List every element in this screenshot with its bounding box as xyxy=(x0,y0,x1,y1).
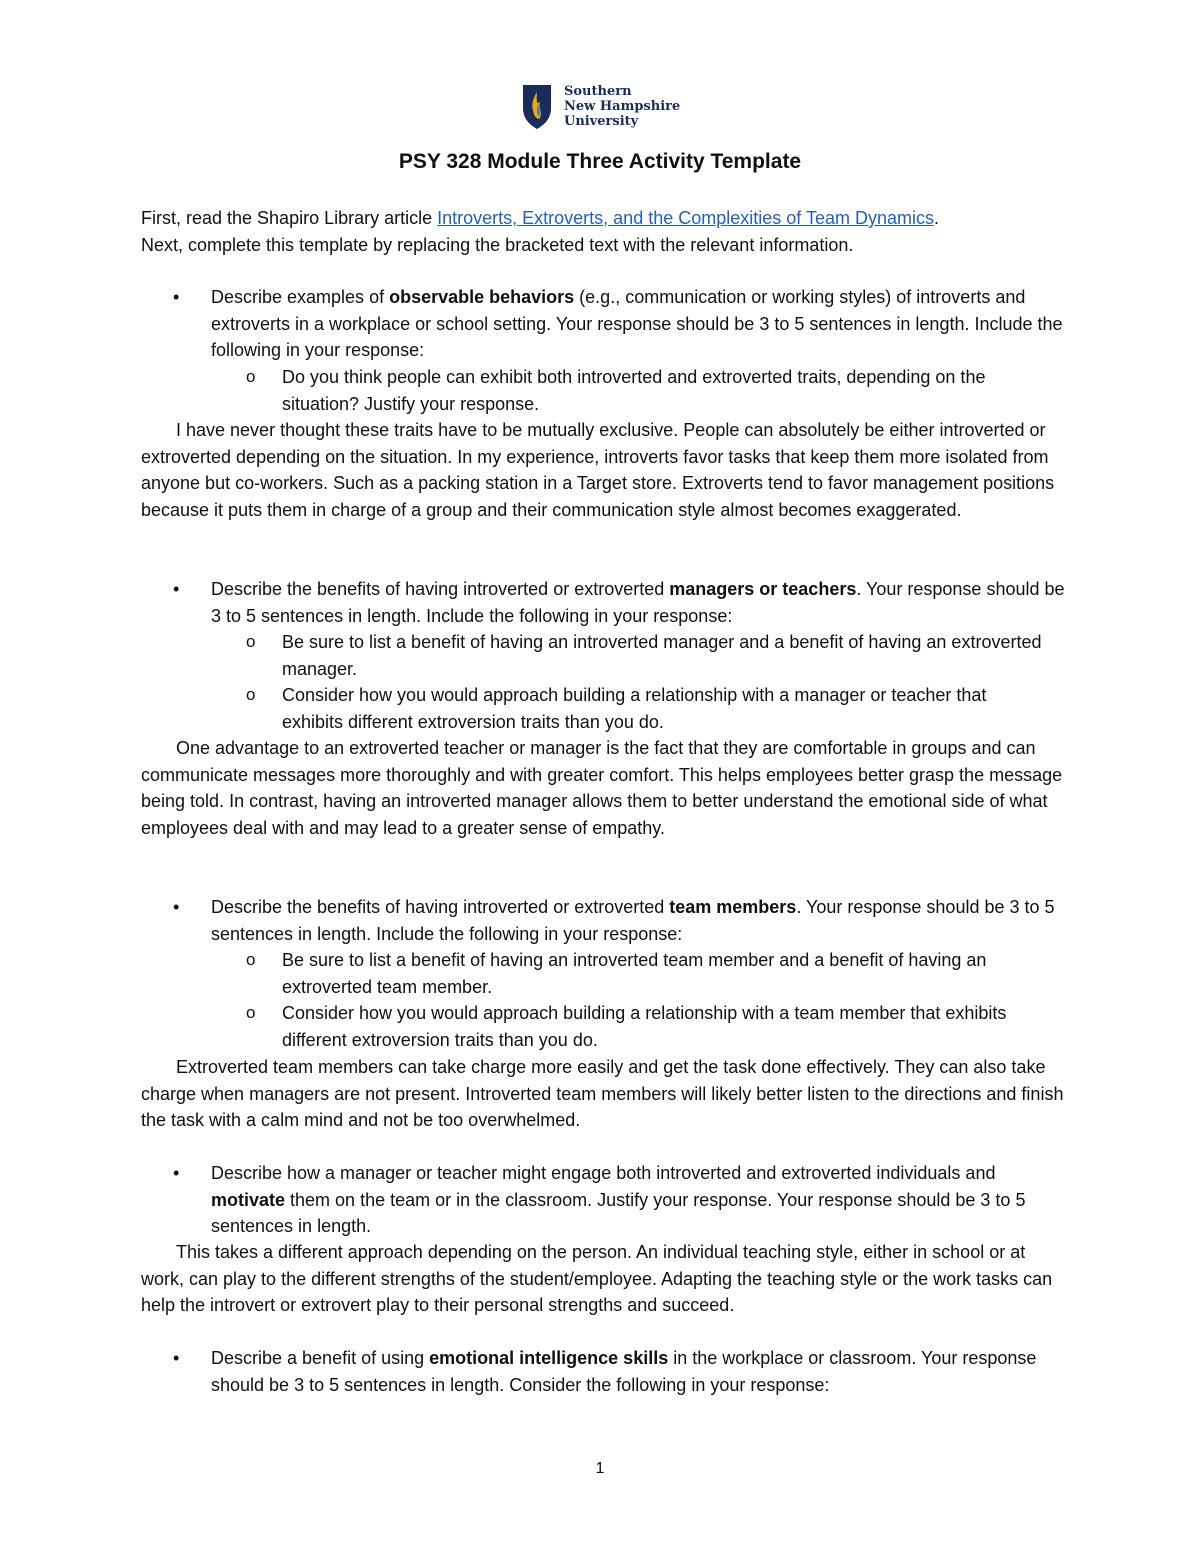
logo-wordmark xyxy=(564,84,680,129)
question-1 xyxy=(141,284,1071,364)
answer-4: This takes a different approach depending on the person. An individual teaching style, either in school or at work, can play to the different strengths of the student/employee. Adapting the teaching style or the work tasks can help the introvert or extrovert play to their personal strengths and succeed. xyxy=(141,1242,1053,1316)
question-3-keyword: team members xyxy=(669,897,797,917)
intro-text-3: Next, complete this template by replacing the bracketed text with the relevant information. xyxy=(141,234,854,255)
question-3-sub-1: o Be sure to list a benefit of having an introverted team member and a benefit of having an extroverted team member. xyxy=(246,947,1046,1000)
answer-2: One advantage to an extroverted teacher or manager is the fact that they are comfortable in groups and can communicate messages more thoroughly and with greater comfort. This helps employees better grasp the message being told. In contrast, having an introverted manager allows them to better understand the emotional side of what employees deal with and may lead to a greater sense of empathy. xyxy=(141,738,1063,838)
question-5 xyxy=(141,1345,1071,1398)
question-4-text: Describe how a manager or teacher might engage both introverted and extroverted individuals and motivate them on the team or in the classroom. Justify your response. Your response should be 3 to 5 sentences in length. xyxy=(211,1163,1026,1237)
document-title: PSY 328 Module Three Activity Template xyxy=(398,150,802,173)
intro-text-2: . xyxy=(933,208,939,228)
bullet-icon: • xyxy=(173,1348,180,1368)
sub-bullet-icon: o xyxy=(246,950,256,969)
bullet-icon: • xyxy=(173,1163,180,1183)
question-1-text: Describe examples of observable behaviors (e.g., communication or working styles) of introverts and extroverts in a workplace or school setting. Your response should be 3 to 5 sentences in length. Include the following in your response: xyxy=(211,287,1063,361)
logo-line-3: University xyxy=(564,114,639,129)
bullet-icon: • xyxy=(173,579,180,599)
snhu-logo xyxy=(522,84,680,130)
bullet-icon: • xyxy=(173,897,180,917)
question-3-sub-2: o Consider how you would approach building a relationship with a team member that exhibits different extroversion traits than you do. xyxy=(246,1000,1046,1053)
question-4 xyxy=(141,1160,1071,1240)
question-2-text: Describe the benefits of having introverted or extroverted managers or teachers. Your response should be 3 to 5 sentences in length. Include the following in your response: xyxy=(211,579,1065,626)
question-1-keyword: observable behaviors xyxy=(389,287,575,307)
question-2-keyword: managers or teachers xyxy=(669,579,857,599)
answer-1: I have never thought these traits have to be mutually exclusive. People can absolutely be either introverted or extroverted depending on the situation. In my experience, introverts favor tasks that keep them more isolated from anyone but co-workers. Such as a packing station in a Target store. Extroverts tend to favor management positions because it puts them in charge of a group and their communication style almost becomes exaggerated. xyxy=(141,420,1055,520)
question-2 xyxy=(141,576,1071,629)
bullet-icon: • xyxy=(173,287,180,307)
sub-bullet-icon: o xyxy=(246,632,256,651)
question-2-sub-2: o Consider how you would approach building a relationship with a manager or teacher that exhibits different extroversion traits than you do. xyxy=(246,682,1046,735)
answer-3: Extroverted team members can take charge more easily and get the task done effectively. They can also take charge when managers are not present. Introverted team members will likely better listen to the directions and finish the task with a calm mind and not be too overwhelmed. xyxy=(141,1057,1064,1131)
question-4-keyword: motivate xyxy=(211,1189,286,1210)
intro-text-1: First, read the Shapiro Library article xyxy=(141,208,438,228)
sub-bullet-icon: o xyxy=(246,1003,256,1022)
question-3 xyxy=(141,894,1071,947)
question-5-keyword: emotional intelligence skills xyxy=(429,1348,669,1368)
question-1-sub-1: o Do you think people can exhibit both introverted and extroverted traits, depending on the situation? Justify your response. xyxy=(246,364,1046,417)
logo-line-1: Southern xyxy=(564,84,632,99)
sub-bullet-icon: o xyxy=(246,367,256,386)
sub-bullet-icon: o xyxy=(246,685,256,704)
question-5-text: Describe a benefit of using emotional intelligence skills in the workplace or classroom. Your response should be 3 to 5 sentences in length. Consider the following in your response: xyxy=(211,1348,1037,1395)
page-number: 1 xyxy=(595,1460,605,1477)
logo-line-2: New Hampshire xyxy=(564,99,681,114)
shield-flame-icon xyxy=(522,84,552,130)
article-link[interactable]: Introverts, Extroverts, and the Complexities of Team Dynamics xyxy=(437,208,934,228)
question-3-text: Describe the benefits of having introverted or extroverted team members. Your response should be 3 to 5 sentences in length. Include the following in your response: xyxy=(211,897,1055,944)
intro-paragraph xyxy=(141,205,1071,258)
question-2-sub-1: o Be sure to list a benefit of having an introverted manager and a benefit of having an extroverted manager. xyxy=(246,629,1046,682)
